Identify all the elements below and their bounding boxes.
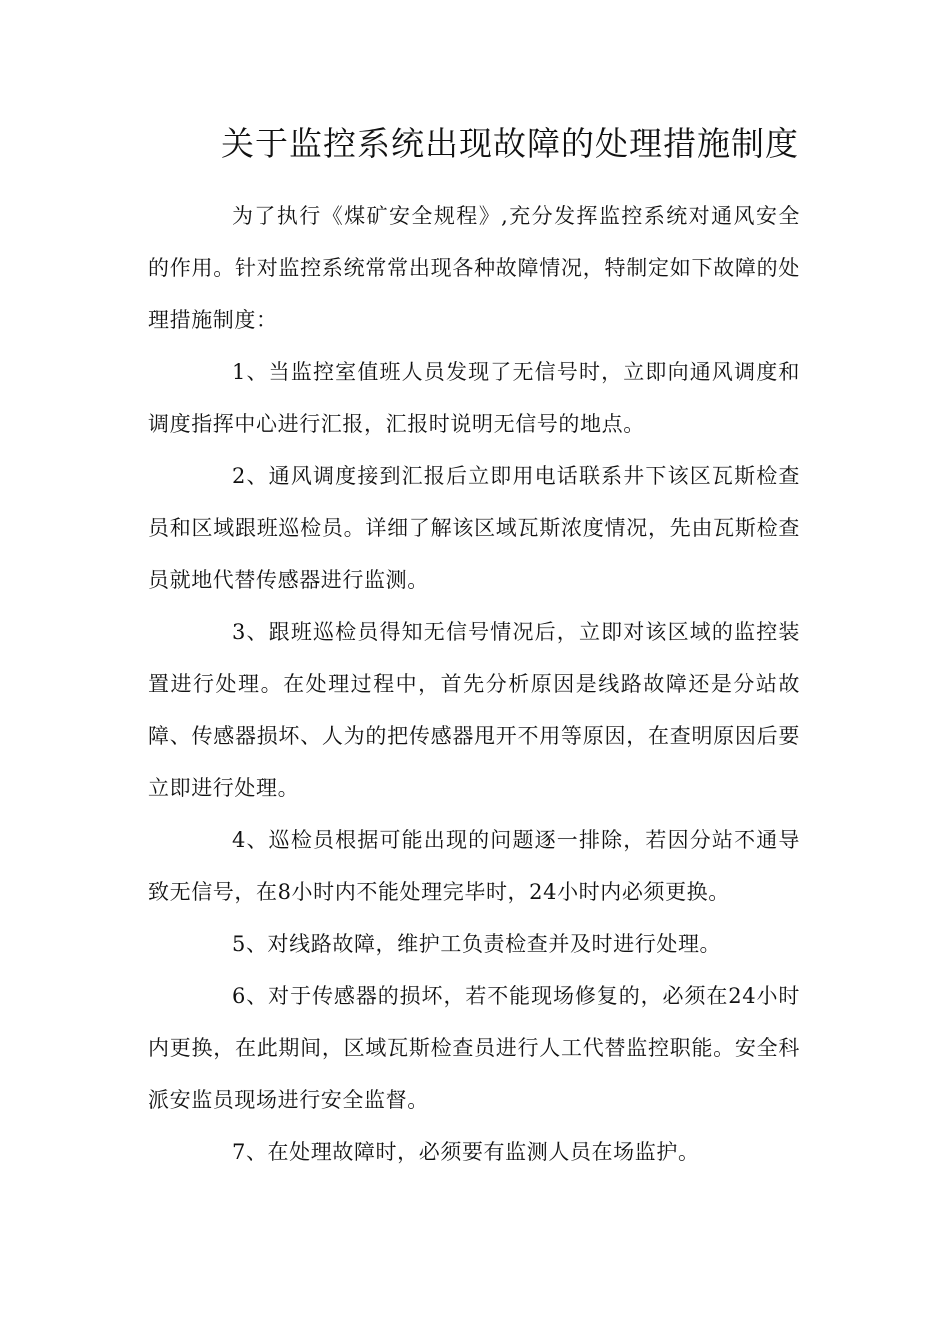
rule-6-paragraph: 6、对于传感器的损坏，若不能现场修复的，必须在24小时内更换，在此期间，区域瓦斯检查员进行人工代替监控职能。安全科派安监员现场进行安全监督。 [148,984,800,1112]
rule-7-paragraph: 7、在处理故障时，必须要有监测人员在场监护。 [232,1140,700,1164]
rule-1-paragraph: 1、当监控室值班人员发现了无信号时，立即向通风调度和调度指挥中心进行汇报，汇报时说明无信号的地点。 [148,360,800,436]
rule-4-paragraph: 4、巡检员根据可能出现的问题逐一排除，若因分站不通导致无信号，在8小时内不能处理完毕时，24小时内必须更换。 [148,828,800,904]
document-body [148,190,800,1178]
rule-5-paragraph: 5、对线路故障，维护工负责检查并及时进行处理。 [232,932,722,956]
rule-3-paragraph: 3、跟班巡检员得知无信号情况后，立即对该区域的监控装置进行处理。在处理过程中，首先分析原因是线路故障还是分站故障、传感器损坏、人为的把传感器甩开不用等原因，在查明原因后要立即进行处理。 [148,620,800,800]
document-title: 关于监控系统出现故障的处理措施制度 [221,124,799,163]
rule-2-paragraph: 2、通风调度接到汇报后立即用电话联系井下该区瓦斯检查员和区域跟班巡检员。详细了解该区域瓦斯浓度情况，先由瓦斯检查员就地代替传感器进行监测。 [148,464,800,592]
intro-paragraph: 为了执行《煤矿安全规程》,充分发挥监控系统对通风安全的作用。针对监控系统常常出现各种故障情况，特制定如下故障的处理措施制度： [148,204,800,332]
